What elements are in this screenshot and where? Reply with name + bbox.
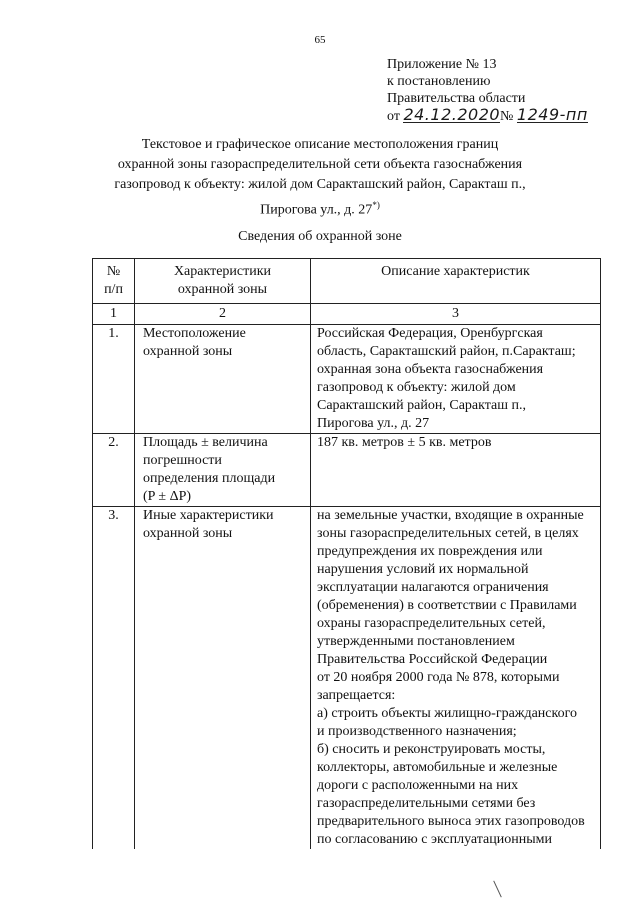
title-line-2: охранной зоны газораспределительной сети объекта газоснабжения — [117, 157, 523, 172]
desc-line: нарушения условий их нормальной — [317, 562, 529, 577]
table-row — [93, 325, 601, 434]
row-characteristic — [135, 434, 311, 507]
desc-line: газопровод к объекту: жилой дом — [317, 380, 516, 395]
table-row — [93, 434, 601, 507]
header-num-line-2: п/п — [104, 282, 123, 297]
row-description — [311, 325, 601, 434]
desc-line: утвержденными постановлением — [317, 634, 515, 649]
document-title — [90, 135, 550, 221]
appendix-line-3: Правительства области — [387, 91, 526, 106]
row-number: 2. — [93, 434, 135, 507]
desc-line: область, Саракташский район, п.Саракташ; — [317, 344, 576, 359]
desc-line: дороги с расположенными на них — [317, 778, 519, 793]
title-line-3: газопровод к объекту: жилой дом Саракташский район, Саракташ п., — [114, 177, 526, 192]
row-number: 1. — [93, 325, 135, 434]
desc-line: (обременения) в соответствии с Правилами — [317, 598, 577, 613]
column-number-1: 1 — [93, 304, 135, 325]
desc-line: охранная зона объекта газоснабжения — [317, 362, 544, 377]
row-description — [311, 434, 601, 507]
desc-line: запрещается: — [317, 688, 396, 703]
number-prefix: № — [500, 109, 514, 124]
appendix-line-1: Приложение № 13 — [387, 57, 497, 72]
appendix-block — [387, 56, 588, 125]
handwritten-date: 24.12.2020 — [403, 105, 501, 124]
desc-line: Саракташский район, Саракташ п., — [317, 398, 527, 413]
desc-line: Российская Федерация, Оренбургская — [317, 326, 543, 341]
table-row — [93, 507, 601, 850]
title-line-4 — [90, 195, 550, 221]
row-characteristic — [135, 325, 311, 434]
char-line: Иные характеристики — [143, 508, 274, 523]
column-number-3: 3 — [311, 304, 601, 325]
desc-line: Пирогова ул., д. 27 — [317, 416, 430, 431]
char-line: охранной зоны — [143, 344, 233, 359]
char-line: Местоположение — [143, 326, 246, 341]
desc-line: газораспределительными сетями без — [317, 796, 536, 811]
desc-line: на земельные участки, входящие в охранные — [317, 508, 584, 523]
page-number: 65 — [314, 34, 326, 46]
row-number: 3. — [93, 507, 135, 850]
row-characteristic — [135, 507, 311, 850]
date-prefix: от — [387, 109, 400, 124]
column-number-2: 2 — [135, 304, 311, 325]
zone-info-table — [92, 258, 601, 849]
desc-line: б) сносить и реконструировать мосты, — [317, 742, 546, 757]
desc-line: зоны газораспределительных сетей, в целях — [317, 526, 579, 541]
handwritten-number: 1249-пп — [516, 105, 588, 124]
column-number-row — [93, 304, 601, 325]
desc-line: по согласованию с эксплуатационными — [317, 832, 552, 847]
desc-line: от 20 ноября 2000 года № 878, которыми — [317, 670, 560, 685]
desc-line: коллекторы, автомобильные и железные — [317, 760, 558, 775]
desc-line: эксплуатации налагаются ограничения — [317, 580, 549, 595]
desc-line: и производственного назначения; — [317, 724, 517, 739]
scan-mark — [493, 881, 502, 898]
desc-line: предварительного выноса этих газопроводов — [317, 814, 585, 829]
char-line: (P ± ΔP) — [143, 489, 192, 504]
header-description: Описание характеристик — [311, 259, 601, 304]
header-char-line-2: охранной зоны — [177, 282, 268, 297]
char-line: охранной зоны — [143, 526, 233, 541]
desc-line: 187 кв. метров ± 5 кв. метров — [317, 435, 492, 450]
footnote-mark: *) — [372, 200, 380, 210]
header-num-line-1: № — [106, 264, 121, 279]
desc-line: предупреждения их повреждения или — [317, 544, 543, 559]
header-char-line-1: Характеристики — [173, 264, 272, 279]
appendix-line-2: к постановлению — [387, 74, 491, 89]
desc-line: охраны газораспределительных сетей, — [317, 616, 546, 631]
row-description — [311, 507, 601, 850]
char-line: погрешности — [143, 453, 222, 468]
title-line-4-text: Пирогова ул., д. 27 — [260, 202, 373, 218]
desc-line: Правительства Российской Федерации — [317, 652, 548, 667]
table-header-row — [93, 259, 601, 304]
section-subtitle: Сведения об охранной зоне — [238, 229, 402, 244]
title-line-1: Текстовое и графическое описание местоположения границ — [141, 137, 499, 152]
appendix-date-line — [387, 107, 588, 125]
char-line: определения площади — [143, 471, 276, 486]
desc-line: а) строить объекты жилищно-гражданского — [317, 706, 577, 721]
char-line: Площадь ± величина — [143, 435, 268, 450]
header-num — [93, 259, 135, 304]
header-characteristics — [135, 259, 311, 304]
